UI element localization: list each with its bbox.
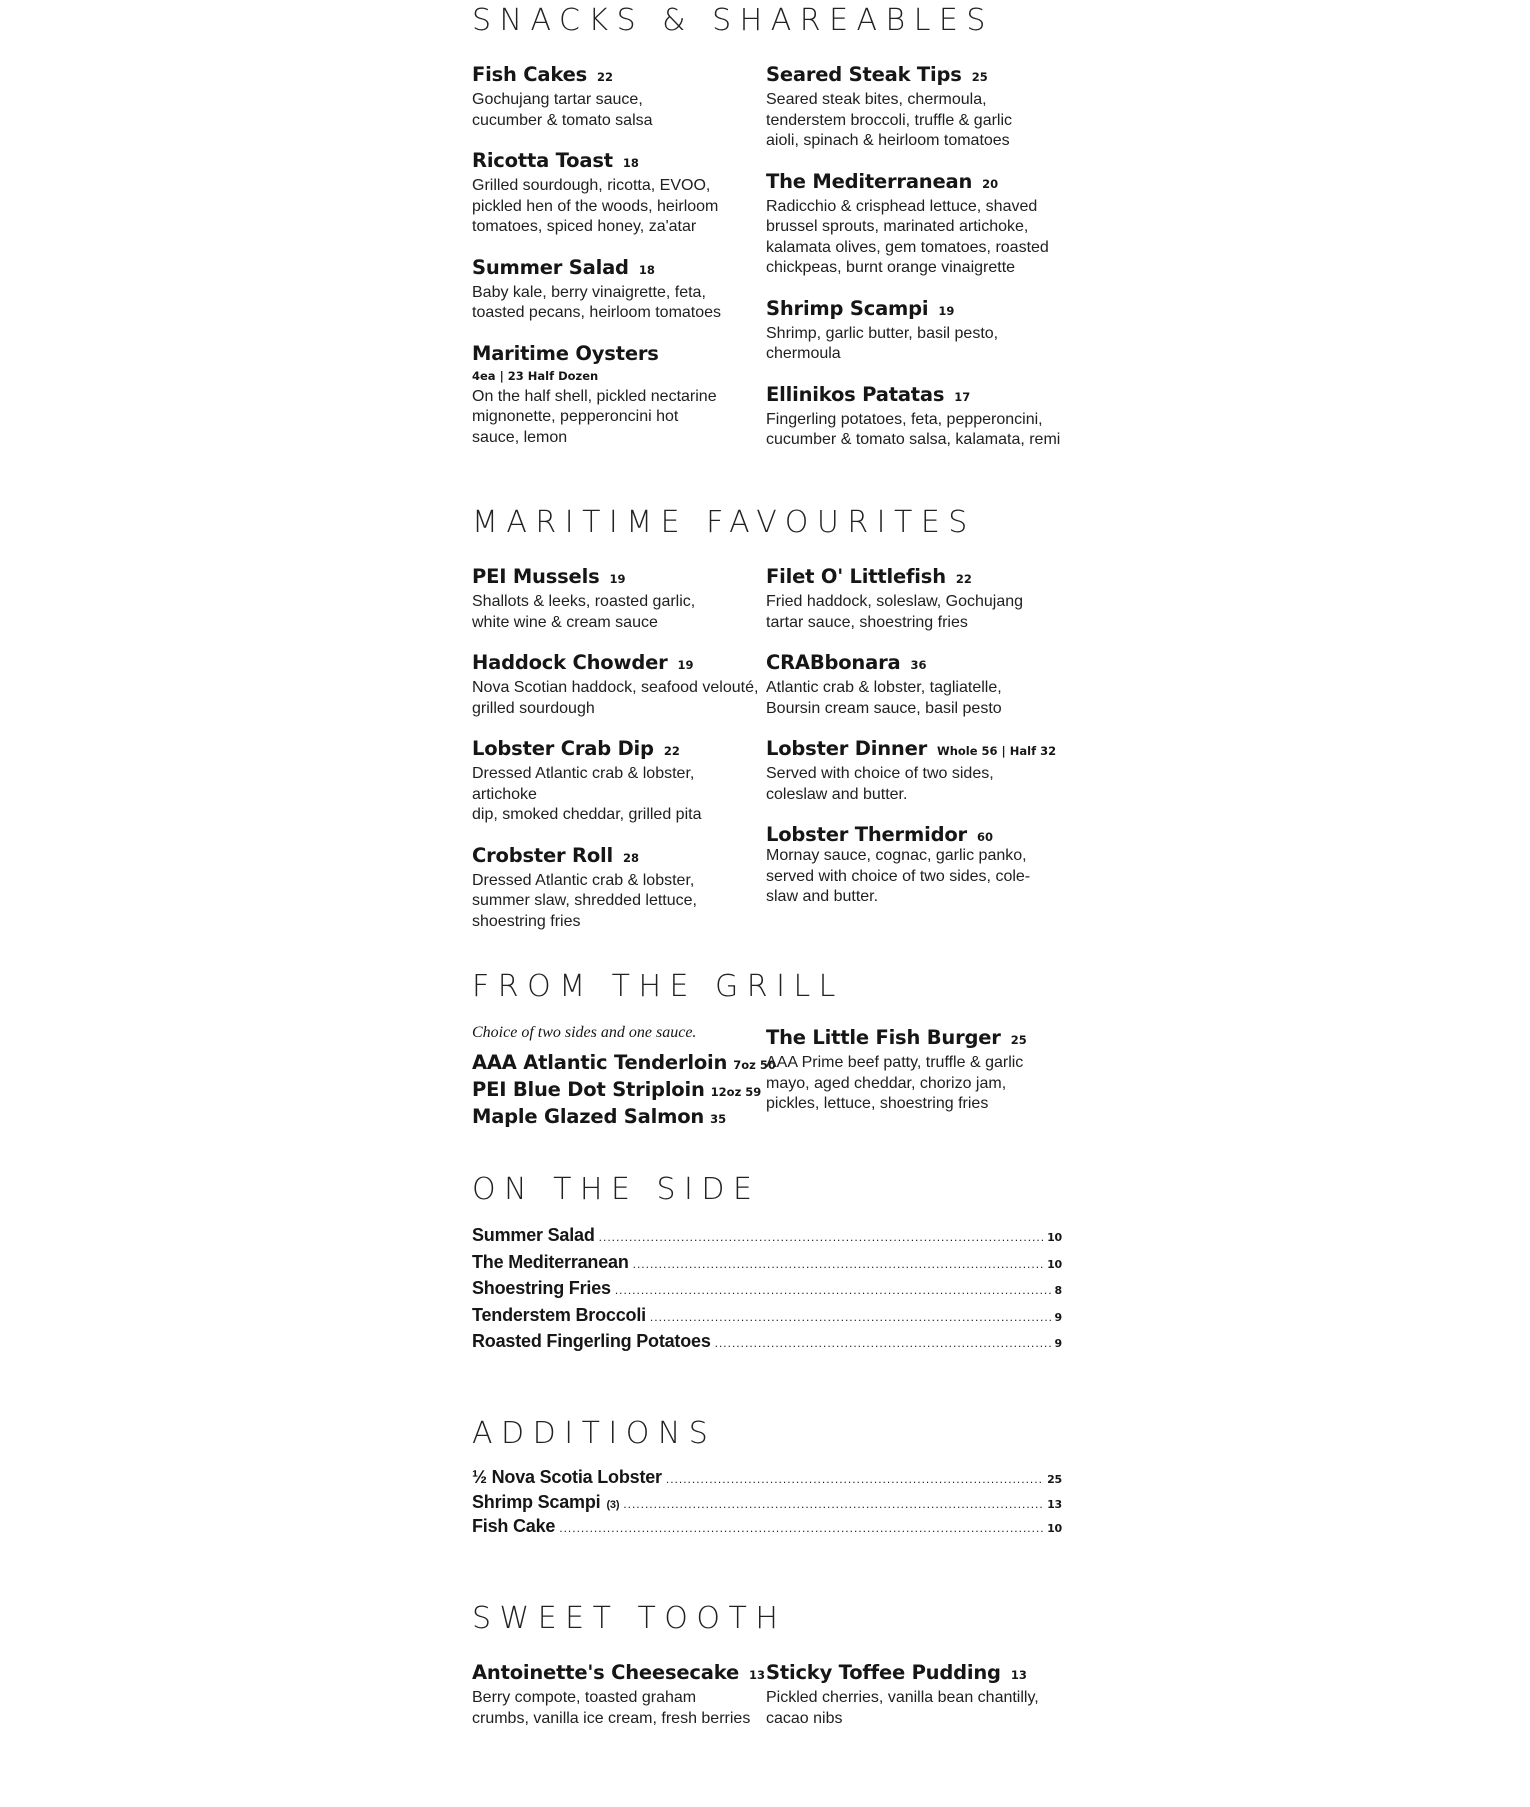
item-description: Pickled cherries, vanilla bean chantilly, cacao nibs bbox=[766, 1689, 1039, 1727]
menu-item bbox=[766, 823, 1062, 908]
item-price: Whole 56 | Half 32 bbox=[937, 744, 1057, 758]
menu-item bbox=[472, 256, 762, 324]
row-price: 25 bbox=[1047, 1473, 1062, 1486]
section-title: SNACKS & SHAREABLES bbox=[472, 3, 994, 38]
item-name: Seared Steak Tips bbox=[766, 63, 962, 86]
maritime-right-column bbox=[766, 565, 1062, 950]
menu-item bbox=[766, 565, 1062, 633]
item-description: Fried haddock, soleslaw, Gochujang tartar sauce, shoestring fries bbox=[766, 593, 1024, 631]
item-description: Dressed Atlantic crab & lobster, summer slaw, shredded lettuce, shoestring fries bbox=[472, 871, 697, 930]
side-row bbox=[472, 1225, 1062, 1252]
item-price: 18 bbox=[622, 156, 639, 170]
item-description: Seared steak bites, chermoula, tenderstem broccoli, truffle & garlic aioli, spinach & heirloom tomatoes bbox=[766, 91, 1013, 149]
section-additions bbox=[472, 1416, 1062, 1541]
item-price: 60 bbox=[976, 830, 993, 844]
grill-note: Choice of two sides and one sauce. bbox=[472, 1024, 697, 1041]
menu-item bbox=[766, 297, 1062, 365]
side-row bbox=[472, 1278, 1062, 1305]
item-description: AAA Prime beef patty, truffle & garlic mayo, aged cheddar, chorizo jam, pickles, lettuce, shoestring fries bbox=[766, 1054, 1024, 1112]
row-label: Summer Salad bbox=[472, 1225, 595, 1245]
row-price: 8 bbox=[1054, 1284, 1062, 1297]
item-description: Dressed Atlantic crab & lobster, artichoke dip, smoked cheddar, grilled pita bbox=[472, 765, 702, 823]
side-list bbox=[472, 1225, 1062, 1358]
dot-leader bbox=[615, 1283, 1051, 1297]
menu-item bbox=[472, 565, 762, 633]
item-name: Lobster Thermidor bbox=[766, 823, 967, 846]
addition-row bbox=[472, 1467, 1062, 1492]
item-name: Ricotta Toast bbox=[472, 149, 613, 172]
grill-item bbox=[472, 1105, 762, 1128]
item-price: 36 bbox=[910, 658, 927, 672]
item-name: Filet O' Littlefish bbox=[766, 565, 946, 588]
item-description: Mornay sauce, cognac, garlic panko, served with choice of two sides, cole- slaw and butter. bbox=[766, 847, 1031, 905]
row-price: 10 bbox=[1047, 1257, 1062, 1271]
row-quantity: (3) bbox=[606, 1498, 620, 1511]
menu-item bbox=[766, 63, 1062, 152]
item-price: 18 bbox=[638, 262, 655, 277]
item-price: 17 bbox=[954, 389, 971, 404]
item-price: 7oz 50 bbox=[733, 1058, 776, 1072]
dot-leader bbox=[666, 1472, 1043, 1486]
snacks-left-column bbox=[472, 63, 762, 469]
item-price: 25 bbox=[971, 70, 988, 84]
item-description: Gochujang tartar sauce, cucumber & tomato salsa bbox=[472, 91, 653, 129]
row-label: Shoestring Fries bbox=[472, 1278, 611, 1298]
item-name: Ellinikos Patatas bbox=[766, 382, 945, 406]
item-price: 13 bbox=[1010, 1668, 1027, 1682]
menu-item bbox=[472, 149, 762, 238]
grill-item bbox=[472, 1078, 762, 1101]
grill-item bbox=[472, 1051, 776, 1074]
row-price: 9 bbox=[1054, 1310, 1062, 1324]
menu-item bbox=[472, 651, 762, 719]
row-label: Tenderstem Broccoli bbox=[472, 1304, 646, 1325]
grill-right-column bbox=[766, 1024, 1062, 1133]
section-title: ON THE SIDE bbox=[472, 1172, 761, 1207]
menu-item bbox=[766, 651, 1062, 719]
menu-item bbox=[766, 383, 1062, 451]
item-price: 22 bbox=[597, 70, 614, 84]
row-price: 13 bbox=[1047, 1497, 1062, 1511]
item-name: PEI Mussels bbox=[472, 565, 600, 588]
item-description: Berry compote, toasted graham crumbs, vanilla ice cream, fresh berries bbox=[472, 1689, 751, 1727]
row-label: ½ Nova Scotia Lobster bbox=[472, 1467, 662, 1487]
menu-item bbox=[472, 1661, 765, 1729]
section-title: SWEET TOOTH bbox=[472, 1601, 787, 1636]
row-label: The Mediterranean bbox=[472, 1251, 629, 1272]
item-name: The Mediterranean bbox=[766, 169, 973, 193]
menu-item bbox=[766, 1026, 1062, 1115]
menu-item bbox=[472, 844, 762, 933]
item-name: CRABbonara bbox=[766, 651, 901, 674]
item-price: 12oz 59 bbox=[710, 1085, 762, 1099]
menu-item bbox=[472, 737, 762, 826]
item-name: Sticky Toffee Pudding bbox=[766, 1661, 1001, 1684]
item-description: Nova Scotian haddock, seafood velouté, grilled sourdough bbox=[472, 679, 759, 717]
section-title: ADDITIONS bbox=[472, 1416, 717, 1451]
row-label: Fish Cake bbox=[472, 1516, 556, 1536]
section-maritime bbox=[472, 505, 1062, 950]
item-description: Shrimp, garlic butter, basil pesto, chermoula bbox=[766, 324, 999, 362]
item-name: AAA Atlantic Tenderloin bbox=[472, 1051, 728, 1074]
item-description: Served with choice of two sides, coleslaw and butter. bbox=[766, 765, 994, 803]
menu-item bbox=[766, 1661, 1062, 1729]
side-row bbox=[472, 1305, 1062, 1332]
row-label: Roasted Fingerling Potatoes bbox=[472, 1331, 711, 1351]
item-name: Fish Cakes bbox=[472, 63, 588, 86]
sweet-left-column bbox=[472, 1661, 765, 1747]
menu-item bbox=[472, 63, 762, 131]
item-price-options: 4ea | 23 Half Dozen bbox=[472, 368, 599, 383]
addition-row bbox=[472, 1492, 1062, 1517]
item-description: Fingerling potatoes, feta, pepperoncini, cucumber & tomato salsa, kalamata, remi bbox=[766, 410, 1061, 448]
section-title: MARITIME FAVOURITES bbox=[472, 505, 976, 540]
dot-leader bbox=[559, 1521, 1043, 1535]
sweet-right-column bbox=[766, 1661, 1062, 1747]
row-label: Shrimp Scampi bbox=[472, 1491, 601, 1512]
maritime-left-column bbox=[472, 565, 762, 950]
item-price: 19 bbox=[677, 658, 694, 672]
section-snacks bbox=[472, 3, 1062, 469]
item-name: Summer Salad bbox=[472, 255, 629, 279]
item-description: Atlantic crab & lobster, tagliatelle, Boursin cream sauce, basil pesto bbox=[766, 679, 1002, 717]
item-description: Grilled sourdough, ricotta, EVOO, pickled hen of the woods, heirloom tomatoes, spiced honey, za'atar bbox=[472, 177, 719, 235]
menu-item bbox=[472, 342, 762, 449]
item-name: Haddock Chowder bbox=[472, 651, 668, 674]
item-name: Antoinette's Cheesecake bbox=[472, 1661, 739, 1684]
menu-item bbox=[766, 170, 1062, 279]
section-side bbox=[472, 1172, 1062, 1358]
dot-leader bbox=[623, 1497, 1043, 1511]
section-grill bbox=[472, 969, 1062, 1133]
item-name: Maple Glazed Salmon bbox=[472, 1105, 705, 1128]
item-description: Baby kale, berry vinaigrette, feta, toasted pecans, heirloom tomatoes bbox=[472, 283, 722, 321]
item-price: 20 bbox=[982, 176, 999, 191]
additions-list bbox=[472, 1467, 1062, 1541]
item-price: 25 bbox=[1010, 1033, 1027, 1047]
dot-leader bbox=[599, 1230, 1043, 1244]
item-price: 22 bbox=[663, 744, 680, 758]
item-description: On the half shell, pickled nectarine mignonette, pepperoncini hot sauce, lemon bbox=[472, 387, 717, 446]
menu-item bbox=[766, 737, 1062, 805]
item-name: Crobster Roll bbox=[472, 843, 614, 867]
section-title: FROM THE GRILL bbox=[472, 969, 844, 1004]
snacks-right-column bbox=[766, 63, 1062, 469]
dot-leader bbox=[633, 1257, 1043, 1271]
row-price: 10 bbox=[1047, 1231, 1062, 1244]
item-name: Lobster Crab Dip bbox=[472, 737, 654, 760]
item-price: 19 bbox=[938, 303, 955, 318]
item-description: Shallots & leeks, roasted garlic, white wine & cream sauce bbox=[472, 593, 696, 631]
addition-row bbox=[472, 1516, 1062, 1541]
side-row bbox=[472, 1252, 1062, 1279]
item-name: The Little Fish Burger bbox=[766, 1026, 1001, 1049]
item-price: 19 bbox=[609, 572, 626, 586]
row-price: 9 bbox=[1054, 1337, 1062, 1350]
item-price: 13 bbox=[748, 1668, 765, 1682]
item-price: 35 bbox=[710, 1112, 727, 1126]
dot-leader bbox=[650, 1310, 1051, 1324]
item-name: Shrimp Scampi bbox=[766, 296, 929, 320]
item-name: Lobster Dinner bbox=[766, 737, 928, 760]
item-price: 22 bbox=[955, 572, 972, 586]
dot-leader bbox=[715, 1336, 1051, 1350]
item-name: Maritime Oysters bbox=[472, 341, 659, 365]
item-description: Radicchio & crisphead lettuce, shaved brussel sprouts, marinated artichoke, kalamata olives, gem tomatoes, roasted chickpeas, burnt orange vinaigrette bbox=[766, 197, 1049, 276]
side-row bbox=[472, 1331, 1062, 1358]
section-sweet bbox=[472, 1601, 1062, 1747]
item-price: 28 bbox=[623, 850, 640, 865]
row-price: 10 bbox=[1047, 1522, 1062, 1535]
grill-left-column bbox=[472, 1024, 776, 1133]
item-name: PEI Blue Dot Striploin bbox=[472, 1078, 705, 1101]
